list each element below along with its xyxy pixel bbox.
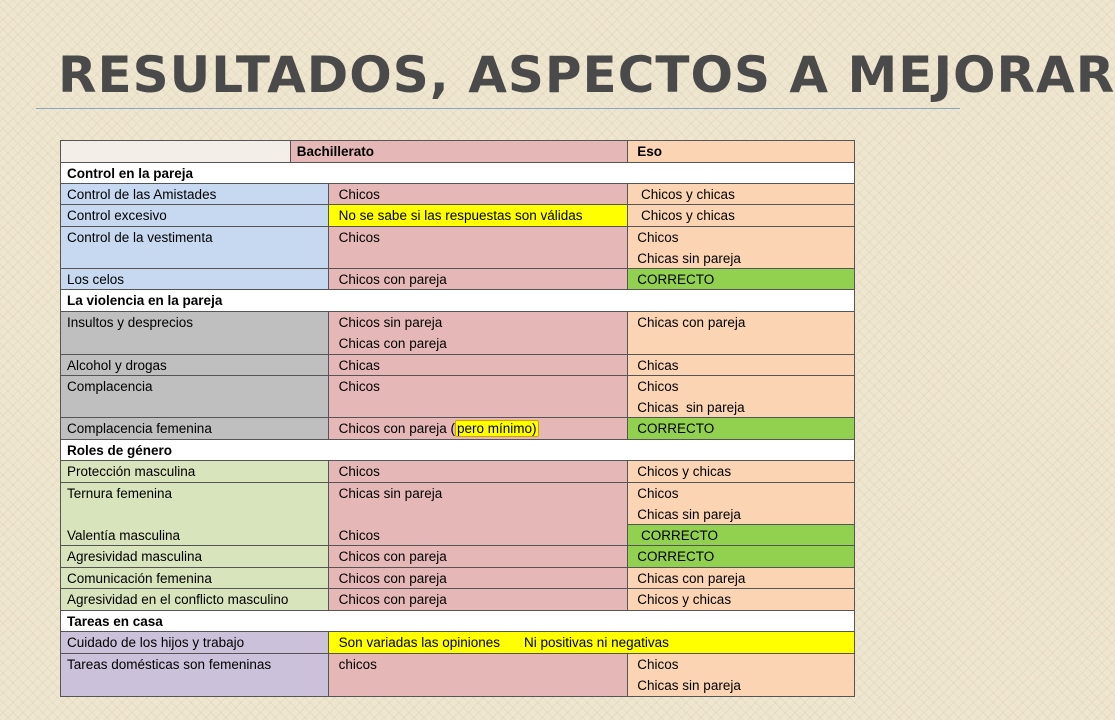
bachillerato-cell: Chicas sin pareja (329, 483, 629, 525)
bachillerato-cell: Chicos con pareja (329, 589, 629, 611)
bachillerato-cell: Chicas (329, 355, 629, 376)
eso-cell: Chicas con pareja (628, 568, 855, 589)
eso-line: Chicas sin pareja (637, 251, 741, 266)
section-row (61, 611, 855, 632)
opinion-text: Son variadas las opiniones (338, 635, 501, 650)
eso-cell (628, 227, 855, 269)
section-row (61, 440, 855, 461)
aspect-cell: Control excesivo (61, 205, 329, 227)
aspect-cell: Insultos y desprecios (61, 312, 329, 355)
aspect-cell: Complacencia (61, 376, 329, 418)
eso-cell: Chicos y chicas (628, 205, 855, 227)
bachillerato-cell: Chicos (329, 525, 629, 546)
eso-cell (628, 483, 855, 525)
section-title: Tareas en casa (61, 611, 855, 632)
eso-cell-correcto: CORRECTO (628, 418, 855, 440)
table-row (61, 269, 855, 290)
table-row (61, 355, 855, 376)
table-row (61, 376, 855, 418)
eso-line: Chicas sin pareja (637, 400, 745, 415)
aspect-cell: Comunicación femenina (61, 568, 329, 589)
bachillerato-cell: chicos (329, 654, 629, 697)
bachillerato-cell (329, 312, 629, 355)
eso-line: Chicos (637, 230, 679, 245)
section-title: La violencia en la pareja (61, 290, 855, 312)
aspect-cell: Valentía masculina (61, 525, 329, 546)
section-row (61, 163, 855, 184)
bachillerato-cell (329, 418, 629, 440)
eso-line: Chicas sin pareja (637, 507, 741, 522)
table-row (61, 654, 855, 697)
eso-cell-correcto: CORRECTO (628, 525, 855, 546)
section-title: Control en la pareja (61, 163, 855, 184)
bachillerato-text: Chicos con pareja ( (338, 421, 455, 436)
eso-cell: Chicos y chicas (628, 184, 855, 205)
highlight-note: pero mínimo) (456, 421, 537, 436)
aspect-cell: Protección masculina (61, 461, 329, 483)
bachillerato-cell: Chicos (329, 227, 629, 269)
header-eso: Eso (628, 141, 855, 163)
eso-line: Chicos (637, 657, 679, 672)
aspect-cell: Control de la vestimenta (61, 227, 329, 269)
header-bachillerato: Bachillerato (291, 141, 629, 163)
eso-line: Chicos (637, 486, 679, 501)
eso-cell-correcto: CORRECTO (628, 269, 855, 290)
aspect-cell: Ternura femenina (61, 483, 329, 525)
eso-cell: Chicos y chicas (628, 589, 855, 611)
table-row (61, 461, 855, 483)
eso-cell (628, 654, 855, 697)
aspect-cell: Complacencia femenina (61, 418, 329, 440)
aspect-cell: Agresividad masculina (61, 546, 329, 568)
aspect-cell: Alcohol y drogas (61, 355, 329, 376)
aspect-cell: Los celos (61, 269, 329, 290)
slide-title: RESULTADOS, ASPECTOS A MEJORAR (58, 46, 1115, 104)
table-row (61, 184, 855, 205)
eso-line: Chicas sin pareja (637, 678, 741, 693)
table-row (61, 227, 855, 269)
table-row (61, 525, 855, 546)
aspect-cell: Cuidado de los hijos y trabajo (61, 632, 329, 654)
bachillerato-cell: Chicos con pareja (329, 269, 629, 290)
table-row (61, 483, 855, 525)
aspect-cell: Agresividad en el conflicto masculino (61, 589, 329, 611)
table-row (61, 205, 855, 227)
header-blank-cell (61, 141, 291, 163)
merged-opinion-cell (329, 632, 855, 654)
bachillerato-cell-highlighted: No se sabe si las respuestas son válidas (329, 205, 629, 227)
results-table (60, 140, 855, 697)
eso-cell: Chicas (628, 355, 855, 376)
section-title: Roles de género (61, 440, 855, 461)
eso-cell: Chicas con pareja (628, 312, 855, 355)
bachillerato-cell: Chicos (329, 461, 629, 483)
aspect-cell: Control de las Amistades (61, 184, 329, 205)
eso-cell-correcto: CORRECTO (628, 546, 855, 568)
opinion-text: Ni positivas ni negativas (524, 635, 669, 650)
bachillerato-cell: Chicos (329, 376, 629, 418)
bachillerato-cell: Chicos con pareja (329, 546, 629, 568)
table-row (61, 568, 855, 589)
bachillerato-line: Chicas con pareja (338, 336, 447, 351)
table-header-row (61, 141, 855, 163)
eso-cell: Chicos y chicas (628, 461, 855, 483)
eso-cell (628, 376, 855, 418)
table-row (61, 312, 855, 355)
eso-line: Chicos (637, 379, 679, 394)
table-row (61, 632, 855, 654)
title-divider (36, 108, 960, 109)
bachillerato-line: Chicos sin pareja (338, 315, 443, 330)
bachillerato-cell: Chicos (329, 184, 629, 205)
bachillerato-cell: Chicos con pareja (329, 568, 629, 589)
table-row (61, 589, 855, 611)
section-row (61, 290, 855, 312)
table-row (61, 546, 855, 568)
aspect-cell: Tareas domésticas son femeninas (61, 654, 329, 697)
table-row (61, 418, 855, 440)
